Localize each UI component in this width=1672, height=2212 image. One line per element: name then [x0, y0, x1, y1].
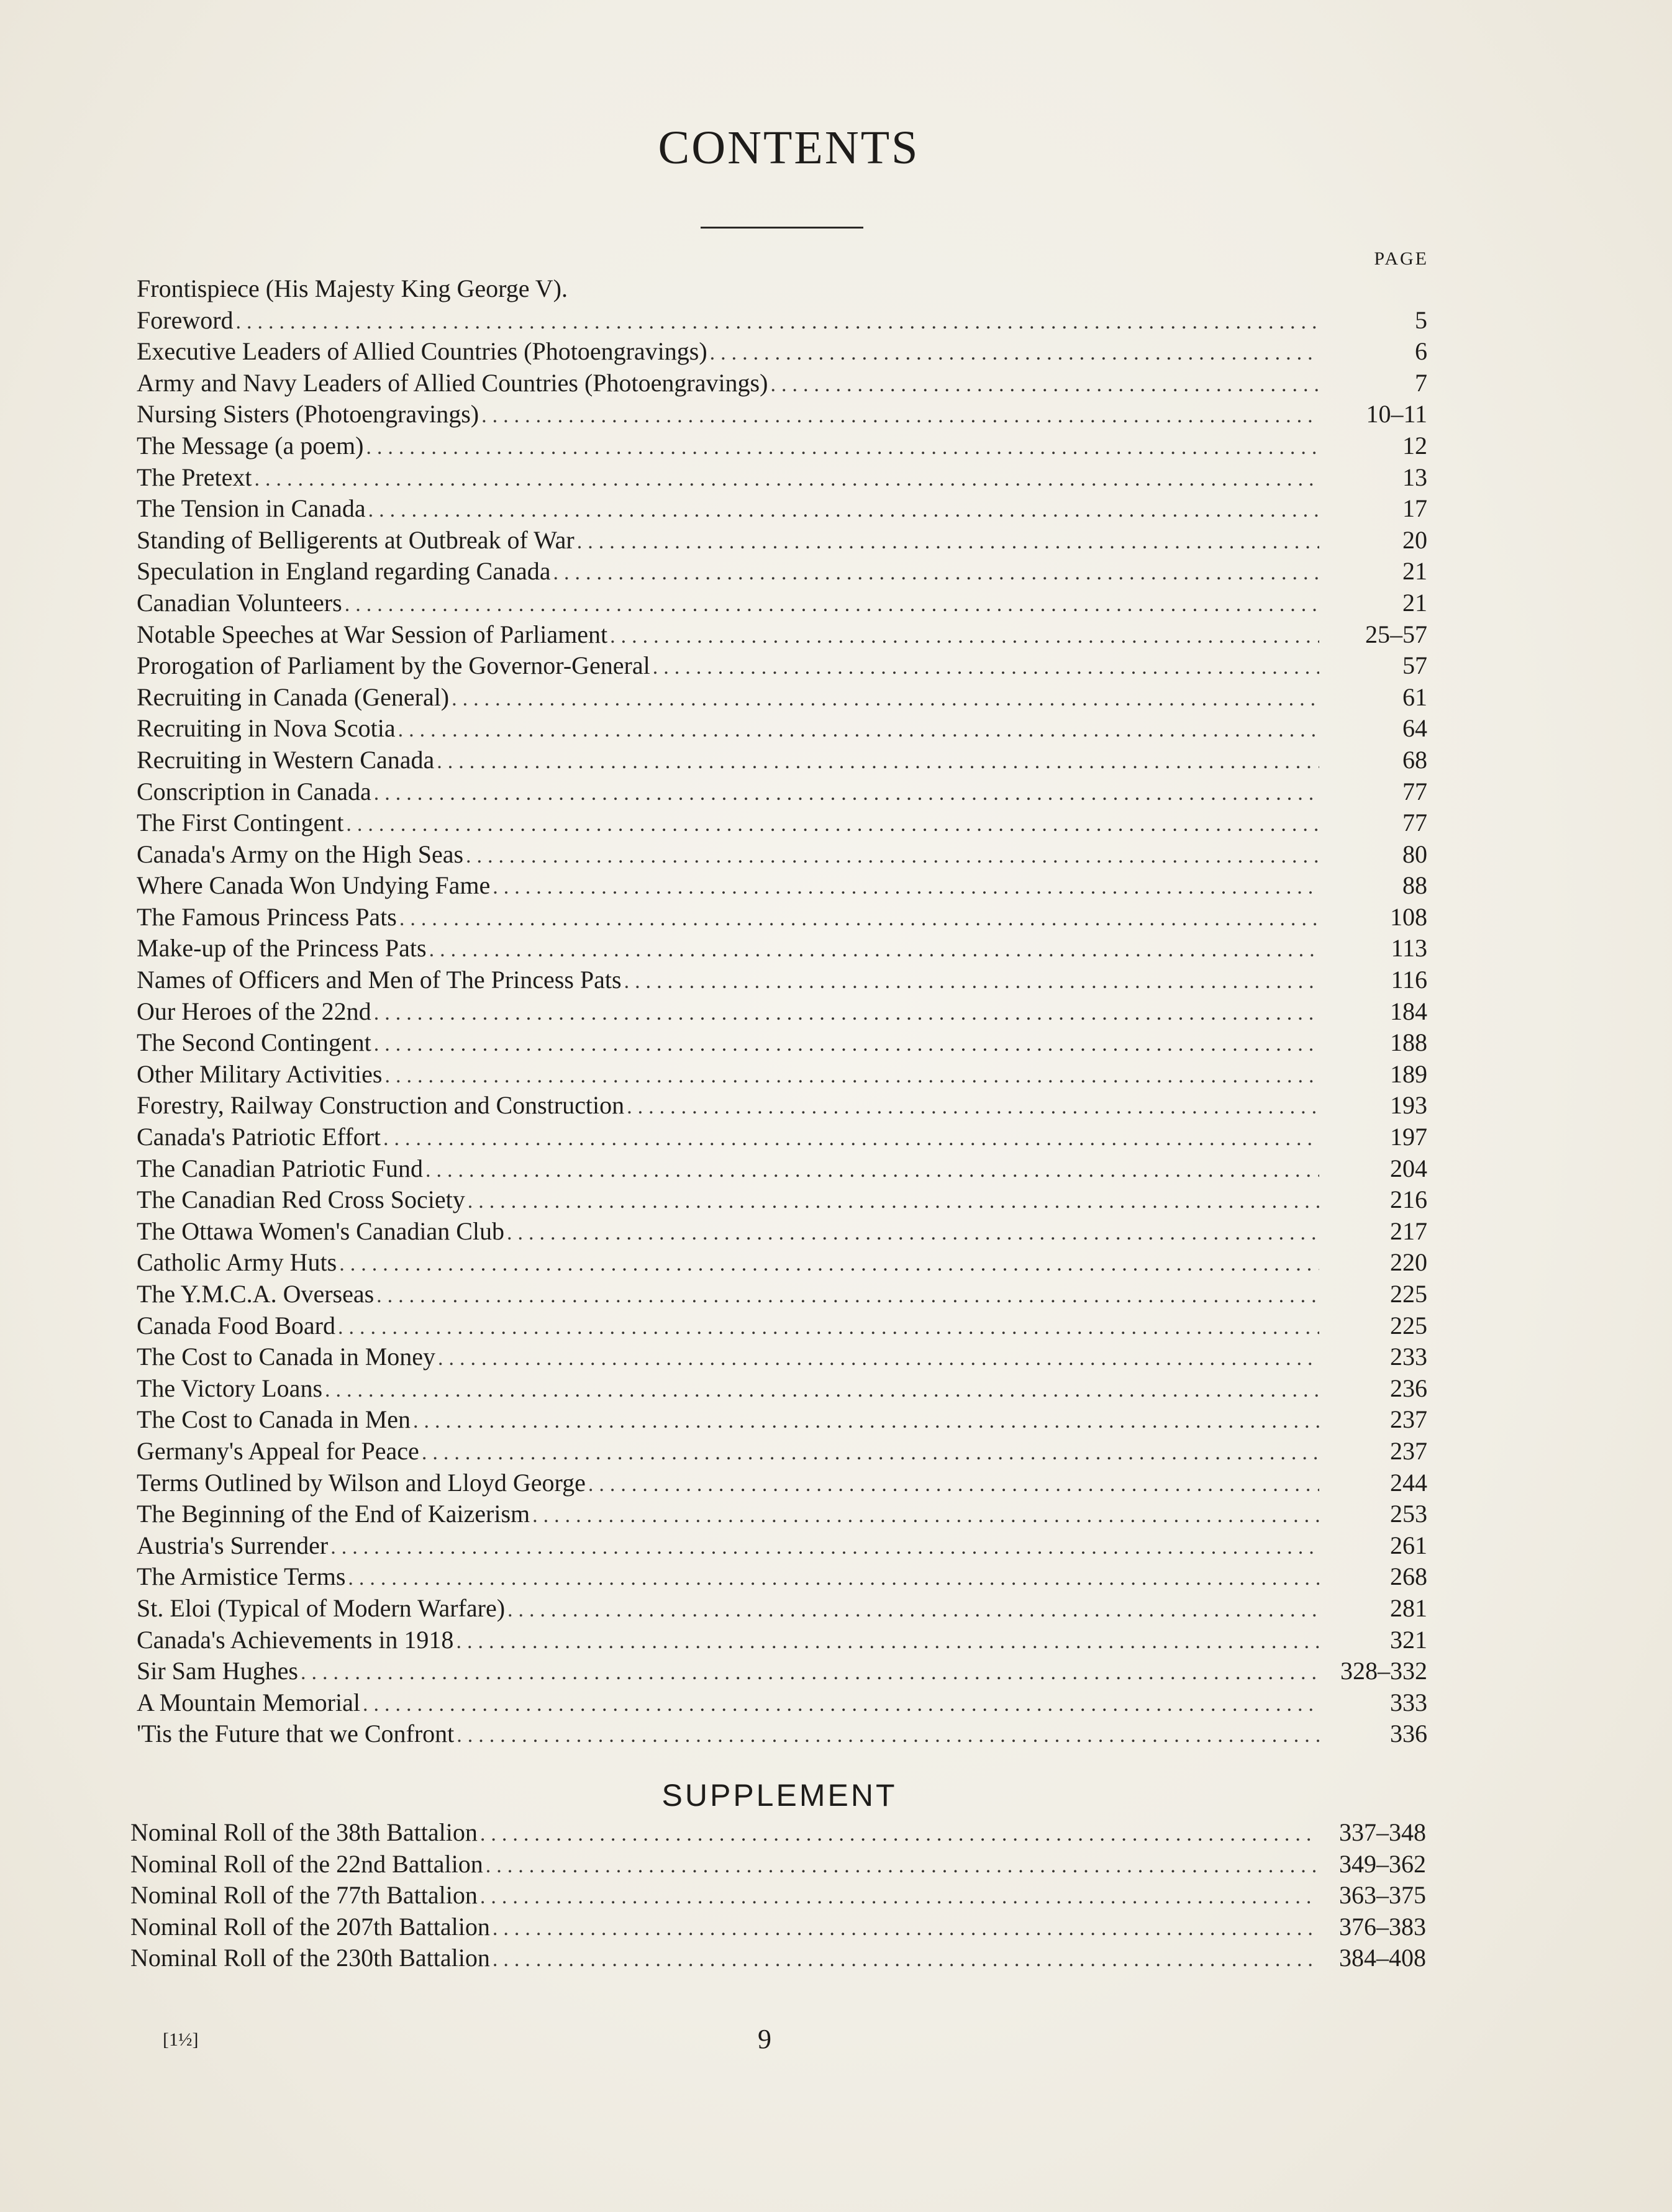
- entry-title: The Y.M.C.A. Overseas: [137, 1280, 375, 1308]
- toc-entry: [137, 1687, 1427, 1719]
- dot-leader: [486, 1851, 1318, 1882]
- dot-leader: [346, 809, 1319, 841]
- toc-entry: [137, 776, 1427, 808]
- entry-title: Notable Speeches at War Session of Parliament: [137, 620, 608, 648]
- entry-page-number: 5: [1415, 306, 1427, 334]
- entry-page-number: 88: [1402, 871, 1427, 900]
- entry-page-number: 384–408: [1339, 1944, 1426, 1972]
- entry-title: Recruiting in Canada (General): [137, 682, 450, 711]
- toc-entry: [137, 462, 1427, 494]
- entry-title: Canadian Volunteers: [137, 588, 342, 617]
- entry-title: 'Tis the Future that we Confront: [137, 1720, 455, 1748]
- dot-leader: [429, 935, 1319, 966]
- dot-leader: [553, 558, 1319, 589]
- entry-title: Prorogation of Parliament by the Governor-General: [137, 651, 650, 680]
- toc-entry: [137, 1718, 1427, 1750]
- toc-entry: [130, 1849, 1426, 1880]
- dot-leader: [627, 1092, 1319, 1123]
- dot-leader: [493, 1913, 1318, 1945]
- entry-page-number: 77: [1402, 777, 1427, 805]
- toc-entry: [137, 273, 1427, 305]
- toc-entry: [130, 1942, 1426, 1974]
- entry-title: Terms Outlined by Wilson and Lloyd George: [137, 1468, 586, 1497]
- toc-entry: [137, 1593, 1427, 1625]
- entry-title: The Cost to Canada in Money: [137, 1343, 436, 1371]
- toc-entry: [137, 1279, 1427, 1310]
- entry-title: Austria's Surrender: [137, 1531, 329, 1559]
- toc-entry: [137, 745, 1427, 776]
- printer-signature-mark: [1½]: [163, 2029, 199, 2050]
- entry-page-number: 77: [1402, 809, 1427, 837]
- toc-entry: [137, 964, 1427, 996]
- entry-page-number: 204: [1390, 1154, 1427, 1182]
- dot-leader: [493, 1944, 1318, 1976]
- dot-leader: [653, 652, 1319, 684]
- dot-leader: [325, 1375, 1319, 1407]
- entry-title: Nominal Roll of the 77th Battalion: [130, 1881, 478, 1910]
- entry-page-number: 244: [1390, 1468, 1427, 1497]
- entry-title: Army and Navy Leaders of Allied Countries (Photoengravings): [137, 368, 768, 397]
- entry-page-number: 225: [1390, 1280, 1427, 1308]
- toc-entry: [137, 807, 1427, 839]
- entry-page-number: 113: [1391, 934, 1427, 963]
- toc-entry: [137, 1059, 1427, 1090]
- dot-leader: [710, 338, 1319, 369]
- dot-leader: [468, 1186, 1319, 1218]
- entry-title: The Beginning of the End of Kaizerism: [137, 1500, 530, 1528]
- toc-entry: [137, 902, 1427, 933]
- entry-page-number: 349–362: [1339, 1849, 1426, 1878]
- toc-entry: [137, 1530, 1427, 1562]
- dot-leader: [363, 1689, 1319, 1721]
- page-number: 9: [758, 2024, 771, 2054]
- entry-page-number: 21: [1402, 557, 1427, 586]
- entry-page-number: 333: [1390, 1688, 1427, 1716]
- entry-page-number: 233: [1390, 1343, 1427, 1371]
- entry-page-number: 328–332: [1340, 1657, 1427, 1685]
- dot-leader: [385, 1061, 1320, 1092]
- entry-page-number: 197: [1390, 1123, 1427, 1151]
- toc-entry: [137, 1404, 1427, 1436]
- entry-page-number: 220: [1390, 1248, 1427, 1277]
- entry-page-number: 268: [1390, 1562, 1427, 1591]
- toc-entry: [137, 619, 1427, 651]
- entry-page-number: 13: [1402, 463, 1427, 491]
- toc-entry: [137, 1656, 1427, 1687]
- toc-entry: [137, 1184, 1427, 1216]
- dot-leader: [366, 432, 1319, 464]
- entry-title: Sir Sam Hughes: [137, 1657, 298, 1685]
- entry-page-number: 61: [1402, 682, 1427, 711]
- entry-title: Foreword: [137, 306, 234, 334]
- entry-title: Speculation in England regarding Canada: [137, 557, 551, 586]
- entry-page-number: 68: [1402, 745, 1427, 774]
- dot-leader: [577, 527, 1319, 558]
- entry-title: Recruiting in Western Canada: [137, 745, 435, 774]
- entry-page-number: 337–348: [1339, 1818, 1426, 1846]
- toc-entry: [137, 430, 1427, 462]
- dot-leader: [481, 401, 1319, 432]
- entry-page-number: 236: [1390, 1374, 1427, 1402]
- dot-leader: [437, 746, 1319, 778]
- toc-entry: [137, 493, 1427, 525]
- entry-title: Recruiting in Nova Scotia: [137, 714, 396, 743]
- entry-page-number: 193: [1390, 1091, 1427, 1120]
- toc-entry: [137, 996, 1427, 1028]
- dot-leader: [588, 1469, 1319, 1501]
- entry-title: A Mountain Memorial: [137, 1688, 360, 1716]
- entry-title: Germany's Appeal for Peace: [137, 1436, 419, 1465]
- dot-leader: [507, 1595, 1319, 1626]
- entry-title: Conscription in Canada: [137, 777, 371, 805]
- entry-title: The Message (a poem): [137, 431, 364, 460]
- entry-title: Executive Leaders of Allied Countries (Photoengravings): [137, 337, 707, 366]
- entry-page-number: 336: [1390, 1720, 1427, 1748]
- entry-title: Canada Food Board: [137, 1311, 335, 1339]
- entry-title: The Ottawa Women's Canadian Club: [137, 1217, 505, 1245]
- entry-title: Nominal Roll of the 207th Battalion: [130, 1912, 490, 1941]
- entry-page-number: 17: [1402, 494, 1427, 523]
- toc-entry: [137, 587, 1427, 619]
- dot-leader: [466, 841, 1319, 873]
- dot-leader: [507, 1218, 1319, 1249]
- entry-title: The Canadian Patriotic Fund: [137, 1154, 424, 1182]
- dot-leader: [236, 307, 1319, 338]
- dot-leader: [374, 1029, 1319, 1061]
- toc-entry: [130, 1911, 1426, 1943]
- toc-entry: [137, 650, 1427, 682]
- toc-entry: [137, 682, 1427, 714]
- entry-title: The Pretext: [137, 463, 252, 491]
- entry-page-number: 217: [1390, 1217, 1427, 1245]
- entry-title: The Tension in Canada: [137, 494, 366, 523]
- entry-title: The Armistice Terms: [137, 1562, 346, 1591]
- toc-entry: [137, 1467, 1427, 1499]
- entry-page-number: 80: [1402, 840, 1427, 868]
- entry-title: Other Military Activities: [137, 1059, 383, 1088]
- dot-leader: [301, 1657, 1319, 1689]
- entry-page-number: 20: [1402, 525, 1427, 554]
- toc-entry: [137, 1122, 1427, 1153]
- toc-entry: [137, 368, 1427, 399]
- entry-title: Canada's Patriotic Effort: [137, 1123, 381, 1151]
- entry-title: Catholic Army Huts: [137, 1248, 337, 1277]
- dot-leader: [399, 904, 1319, 935]
- entry-title: The Second Contingent: [137, 1028, 371, 1057]
- entry-page-number: 10–11: [1366, 400, 1427, 428]
- entry-page-number: 253: [1390, 1500, 1427, 1528]
- entry-title: Names of Officers and Men of The Princess Pats: [137, 966, 622, 994]
- dot-leader: [338, 1312, 1319, 1344]
- entry-page-number: 281: [1390, 1593, 1427, 1622]
- entry-title: Nominal Roll of the 22nd Battalion: [130, 1849, 483, 1878]
- toc-entry: [130, 1817, 1426, 1849]
- entry-title: Make-up of the Princess Pats: [137, 934, 427, 963]
- toc-entry: [137, 1498, 1427, 1530]
- entry-page-number: 363–375: [1339, 1881, 1426, 1910]
- entry-title: The Victory Loans: [137, 1374, 323, 1402]
- entry-title: The Cost to Canada in Men: [137, 1405, 411, 1434]
- toc-entry: [137, 1027, 1427, 1059]
- toc-entry: [137, 933, 1427, 964]
- dot-leader: [480, 1819, 1318, 1851]
- dot-leader: [255, 464, 1320, 496]
- dot-leader: [456, 1626, 1319, 1658]
- dot-leader: [383, 1123, 1319, 1155]
- dot-leader: [425, 1155, 1319, 1187]
- toc-entry: [137, 1216, 1427, 1248]
- page-title: CONTENTS: [658, 122, 920, 174]
- toc-entry: [137, 839, 1427, 871]
- toc-entry: [137, 1153, 1427, 1185]
- dot-leader: [345, 589, 1319, 621]
- toc-entry: [137, 870, 1427, 902]
- toc-entry: [137, 525, 1427, 556]
- dot-leader: [624, 966, 1319, 998]
- dot-leader: [348, 1563, 1319, 1595]
- entry-title: Nominal Roll of the 230th Battalion: [130, 1944, 490, 1972]
- toc-entry: [137, 305, 1427, 337]
- contents-list: [137, 273, 1427, 1750]
- toc-entry: [130, 1880, 1426, 1911]
- title-divider: [701, 227, 863, 229]
- toc-entry: [137, 336, 1427, 368]
- dot-leader: [438, 1343, 1319, 1375]
- toc-entry: [137, 1436, 1427, 1467]
- entry-title: Forestry, Railway Construction and Construction: [137, 1091, 625, 1120]
- dot-leader: [422, 1438, 1319, 1469]
- dot-leader: [374, 998, 1319, 1030]
- entry-page-number: 261: [1390, 1531, 1427, 1559]
- toc-entry: [137, 556, 1427, 587]
- page-column-label: PAGE: [1374, 248, 1429, 269]
- toc-entry: [137, 1247, 1427, 1279]
- entry-title: St. Eloi (Typical of Modern Warfare): [137, 1593, 506, 1622]
- entry-title: Nursing Sisters (Photoengravings): [137, 400, 479, 428]
- entry-page-number: 237: [1390, 1405, 1427, 1434]
- dot-leader: [413, 1406, 1319, 1438]
- entry-page-number: 189: [1390, 1059, 1427, 1088]
- entry-page-number: 7: [1415, 368, 1427, 397]
- entry-title: Our Heroes of the 22nd: [137, 997, 371, 1025]
- dot-leader: [480, 1882, 1318, 1913]
- toc-entry: [137, 1310, 1427, 1342]
- entry-title: Where Canada Won Undying Fame: [137, 871, 491, 900]
- toc-entry: [137, 1561, 1427, 1593]
- dot-leader: [330, 1532, 1319, 1564]
- entry-page-number: 237: [1390, 1436, 1427, 1465]
- entry-title: The Canadian Red Cross Society: [137, 1185, 465, 1214]
- entry-page-number: 25–57: [1365, 620, 1427, 648]
- dot-leader: [376, 1281, 1319, 1312]
- toc-entry: [137, 1373, 1427, 1405]
- entry-page-number: 376–383: [1339, 1912, 1426, 1941]
- entry-page-number: 188: [1390, 1028, 1427, 1057]
- entry-title: Standing of Belligerents at Outbreak of War: [137, 525, 575, 554]
- entry-title: Canada's Army on the High Seas: [137, 840, 464, 868]
- entry-page-number: 321: [1390, 1625, 1427, 1654]
- dot-leader: [452, 684, 1319, 715]
- dot-leader: [368, 495, 1319, 527]
- supplement-title: SUPPLEMENT: [661, 1778, 897, 1813]
- entry-title: The Famous Princess Pats: [137, 902, 397, 931]
- dot-leader: [532, 1500, 1319, 1532]
- entry-title: The First Contingent: [137, 809, 344, 837]
- dot-leader: [493, 872, 1319, 904]
- entry-title: Nominal Roll of the 38th Battalion: [130, 1818, 478, 1846]
- supplement-list: [130, 1817, 1426, 1974]
- dot-leader: [398, 715, 1319, 746]
- entry-page-number: 108: [1390, 902, 1427, 931]
- entry-page-number: 64: [1402, 714, 1427, 743]
- toc-entry: [137, 1090, 1427, 1122]
- entry-page-number: 6: [1415, 337, 1427, 366]
- dot-leader: [339, 1249, 1319, 1281]
- entry-title: Canada's Achievements in 1918: [137, 1625, 454, 1654]
- entry-page-number: 21: [1402, 588, 1427, 617]
- toc-entry: [137, 399, 1427, 430]
- dot-leader: [770, 369, 1319, 401]
- dot-leader: [374, 778, 1319, 810]
- entry-page-number: 184: [1390, 997, 1427, 1025]
- dot-leader: [457, 1720, 1319, 1752]
- toc-entry: [137, 713, 1427, 745]
- entry-page-number: 216: [1390, 1185, 1427, 1214]
- entry-page-number: 116: [1391, 966, 1427, 994]
- toc-entry: [137, 1625, 1427, 1656]
- toc-entry: [137, 1341, 1427, 1373]
- entry-title: Frontispiece (His Majesty King George V).: [137, 274, 568, 302]
- entry-page-number: 225: [1390, 1311, 1427, 1339]
- dot-leader: [610, 621, 1319, 653]
- entry-page-number: 12: [1402, 431, 1427, 460]
- entry-page-number: 57: [1402, 651, 1427, 680]
